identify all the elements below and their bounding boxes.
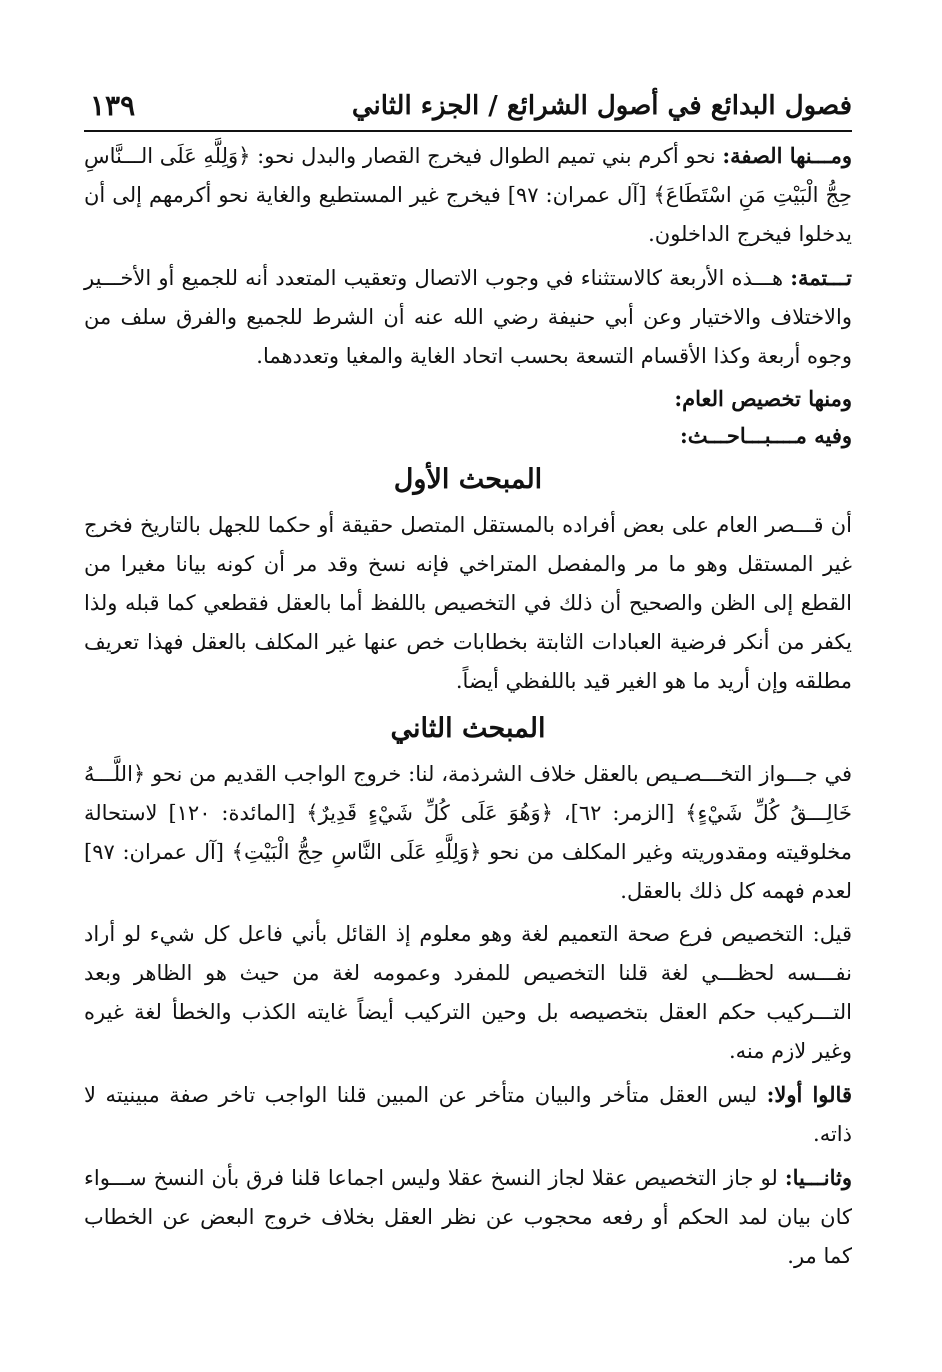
page-body <box>84 136 852 1276</box>
book-title: فصول البدائع في أصول الشرائع / الجزء الثاني <box>351 91 852 121</box>
paragraph-lead: تـــتمة: <box>790 265 852 290</box>
paragraph-first-section <box>84 506 852 701</box>
subheading-takhsis: ومنها تخصيص العام: <box>674 386 852 411</box>
paragraph-second-section <box>84 755 852 911</box>
paragraph-first-objection <box>84 1075 852 1154</box>
paragraph-tatimma <box>84 258 852 376</box>
paragraph-text: هـــذه الأربعة كالاستثناء في وجوب الاتصال وتعقيب المتعدد أنه للجميع أو الأخـــير والاختلاف والاختيار وعن أبي حنيفة رضي الله عنه أن الشرط للجميع والفرق سلف من وجوه أربعة وكذا الأقسام التسعة بحسب اتحاد الغاية والمغيا وتعددهما. <box>84 266 852 368</box>
paragraph-text: لو جاز التخصيص عقلا لجاز النسخ عقلا وليس اجماعا قلنا فرق بأن النسخ ســـواء كان بيان لمد الحكم أو رفعه محجوب عن نظر العقل بخلاف خروج البعض عن الخطاب كما مر. <box>84 1166 852 1268</box>
section-heading-second: المبحث الثاني <box>390 713 546 744</box>
section-heading-first: المبحث الأول <box>393 464 543 495</box>
paragraph-text: أن قـــصر العام على بعض أفراده بالمستقل المتصل حقيقة أو حكما للجهل بالتاريخ فخرج غير المستقل وهو ما مر والمفصل المتراخي فإنه نسخ وقد مر أن كونه بيانا مغيرا من القطع إلى الظن والصحيح أن ذلك في التخصيص باللفظ أما بالعقل فقطعي كما قبله ولذا يكفر من أنكر فرضية العبادات الثابتة بخطابات خص عنها غير المكلف بالعقل فهذا تعريف مطلقه وإن أريد ما هو الغير قيد باللفظي أيضاً. <box>84 513 852 693</box>
paragraph-text: في جـــواز التخـــصـيص بالعقل خلاف الشرذمة، لنا: خروج الواجب القديم من نحو ﴿اللَّـــهُ خَالِـــقُ كُلِّ شَيْءٍ﴾ [الزمر: ٦٢]، ﴿وَهُوَ عَلَى كُلِّ شَيْءٍ قَدِيرٌ﴾ [المائدة: ١٢٠] لاستحالة مخلوقيته ومقدوريته وغير المكلف من نحو ﴿وَلِلَّهِ عَلَى النَّاسِ حِجُّ الْبَيْتِ﴾ [آل عمران: ٩٧] لعدم فهمه كل ذلك بالعقل. <box>84 762 852 903</box>
paragraph-sifa <box>84 136 852 254</box>
paragraph-lead: وثانـــيا: <box>784 1165 852 1190</box>
subheading-mabahith: وفيه مــــبـــاحـــث: <box>680 423 852 448</box>
paragraph-text: ليس العقل متأخر والبيان متأخر عن المبين قلنا الواجب تاخر صفة مبينيته لا ذاته. <box>84 1083 852 1146</box>
book-page <box>84 80 852 1276</box>
running-header <box>84 80 852 132</box>
paragraph-lead: قالوا أولا: <box>766 1082 852 1107</box>
page-number: ١٣٩ <box>90 89 136 122</box>
paragraph-qila <box>84 915 852 1071</box>
paragraph-text: قيل: التخصيص فرع صحة التعميم لغة وهو معلوم إذ القائل بأني فاعل كل شيء لو أراد نفـــسه لحظـــي لغة قلنا التخصيص للمفرد وعمومه لغة من حيث هو الظاهر وبعد التـــركيب حكم العقل بتخصيصه بل وحين التركيب أيضاً غايته الكذب والخطأ لغة غيره وغير لازم منه. <box>84 922 852 1063</box>
paragraph-lead: ومـــنها الصفة: <box>722 143 852 168</box>
paragraph-text: نحو أكرم بني تميم الطوال فيخرج القصار والبدل نحو: ﴿وَلِلَّهِ عَلَى الـــنَّاسِ حِجُّ الْبَيْتِ مَنِ اسْتَطَاعَ﴾ [آل عمران: ٩٧] فيخرج غير المستطيع والغاية نحو أكرمهم إلى أن يدخلوا فيخرج الداخلون. <box>84 144 852 246</box>
paragraph-second-objection <box>84 1158 852 1276</box>
